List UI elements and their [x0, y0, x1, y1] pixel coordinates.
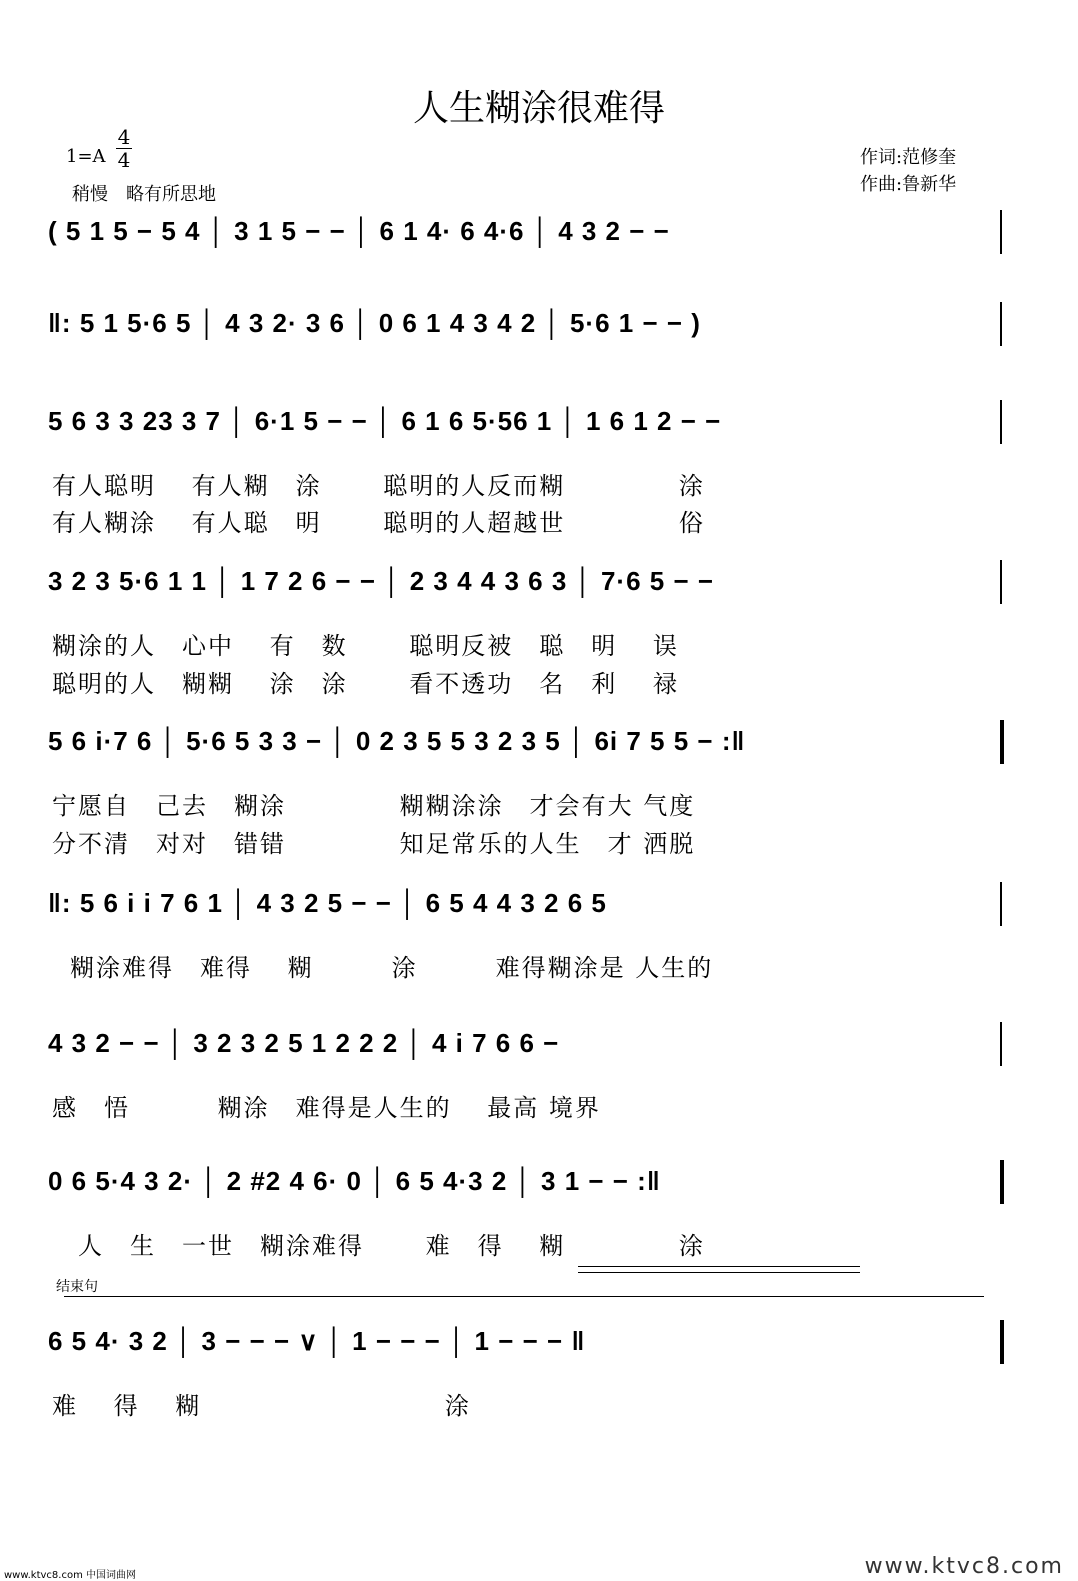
- lyric-row-5-verse-2: 分不清 对对 错错 知足常乐的人生 才 洒脱: [52, 830, 696, 858]
- time-numerator: 4: [117, 125, 131, 149]
- notation-row-5: 5 6 i·7 6 │ 5·6 5 3 3 − │ 0 2 3 5 5 3 2 3 5 │ 6i 7 5 5 − :‖: [48, 726, 746, 756]
- final-barline: [1000, 1320, 1004, 1364]
- ending-bracket: [64, 1296, 984, 1297]
- notation-row-3: 5 6 3 3 23 3 7 │ 6·1 5 − − │ 6 1 6 5·56 1 │ 1 6 1 2 − −: [48, 406, 722, 436]
- lyricist-credit: 作词:范修奎: [860, 147, 957, 168]
- footer-watermark-right: www.ktvc8.com: [864, 1554, 1064, 1579]
- composer-credit: 作曲:鲁新华: [860, 174, 957, 195]
- notation-row-7: 4 3 2 − − │ 3 2 3 2 5 1 2 2 2 │ 4 i 7 6 6 −: [48, 1028, 560, 1058]
- notation-row-6: ‖: 5 6 i i 7 6 1 │ 4 3 2 5 − − │ 6 5 4 4 3 2 6 5: [48, 888, 607, 918]
- time-signature: [114, 126, 134, 171]
- lyric-row-8: 人 生 一世 糊涂难得 难 得 糊 涂: [52, 1232, 705, 1260]
- ending-label: 结束句: [56, 1279, 98, 1295]
- notation-row-1: ( 5 1 5 − 5 4 │ 3 1 5 − − │ 6 1 4· 6 4·6 │ 4 3 2 − −: [48, 216, 670, 246]
- lyric-row-3-verse-1: 有人聪明 有人糊 涂 聪明的人反而糊 涂: [52, 472, 705, 500]
- footer-watermark-left: www.ktvc8.com 中国词曲网: [4, 1570, 137, 1581]
- barline-row-7-end: [1000, 1022, 1002, 1066]
- tempo-marking: 稍慢 略有所思地: [72, 184, 216, 205]
- barline-row-6-end: [1000, 882, 1002, 926]
- lyric-row-5-verse-1: 宁愿自 己去 糊涂 糊糊涂涂 才会有大 气度: [52, 792, 696, 820]
- lyric-row-4-verse-1: 糊涂的人 心中 有 数 聪明反被 聪 明 误: [52, 632, 679, 660]
- barline-row-3-end: [1000, 400, 1002, 444]
- notation-row-8: 0 6 5·4 3 2· │ 2 #2 4 6· 0 │ 6 5 4·3 2 │ 3 1 − − :‖: [48, 1166, 661, 1196]
- barline-row-4-end: [1000, 560, 1002, 604]
- lyric-row-4-verse-2: 聪明的人 糊糊 涂 涂 看不透功 名 利 禄: [52, 670, 679, 698]
- lyric-row-6: 糊涂难得 难得 糊 涂 难得糊涂是 人生的: [70, 954, 714, 982]
- notation-row-4: 3 2 3 5·6 1 1 │ 1 7 2 6 − − │ 2 3 4 4 3 6 3 │ 7·6 5 − −: [48, 566, 715, 596]
- decrescendo-line-1: [578, 1266, 860, 1267]
- notation-row-2: ‖: 5 1 5·6 5 │ 4 3 2· 3 6 │ 0 6 1 4 3 4 2 │ 5·6 1 − − ): [48, 308, 701, 338]
- lyric-row-3-verse-2: 有人糊涂 有人聪 明 聪明的人超越世 俗: [52, 509, 705, 537]
- notation-row-9: 6 5 4· 3 2 │ 3 − − − ∨ │ 1 − − − │ 1 − − − ‖: [48, 1326, 586, 1356]
- decrescendo-line-2: [578, 1272, 860, 1273]
- lyric-row-9: 难 得 糊 涂: [52, 1392, 471, 1420]
- repeat-end-row-8: [1000, 1160, 1004, 1204]
- barline-row-2-end: [1000, 302, 1002, 346]
- repeat-end-row-5: [1000, 720, 1004, 764]
- song-title: 人生糊涂很难得: [412, 88, 665, 129]
- barline-row-1-end: [1000, 210, 1002, 254]
- lyric-row-7: 感 悟 糊涂 难得是人生的 最高 境界: [52, 1094, 601, 1122]
- key-signature: 1=A: [66, 146, 106, 167]
- time-denominator: 4: [117, 148, 131, 172]
